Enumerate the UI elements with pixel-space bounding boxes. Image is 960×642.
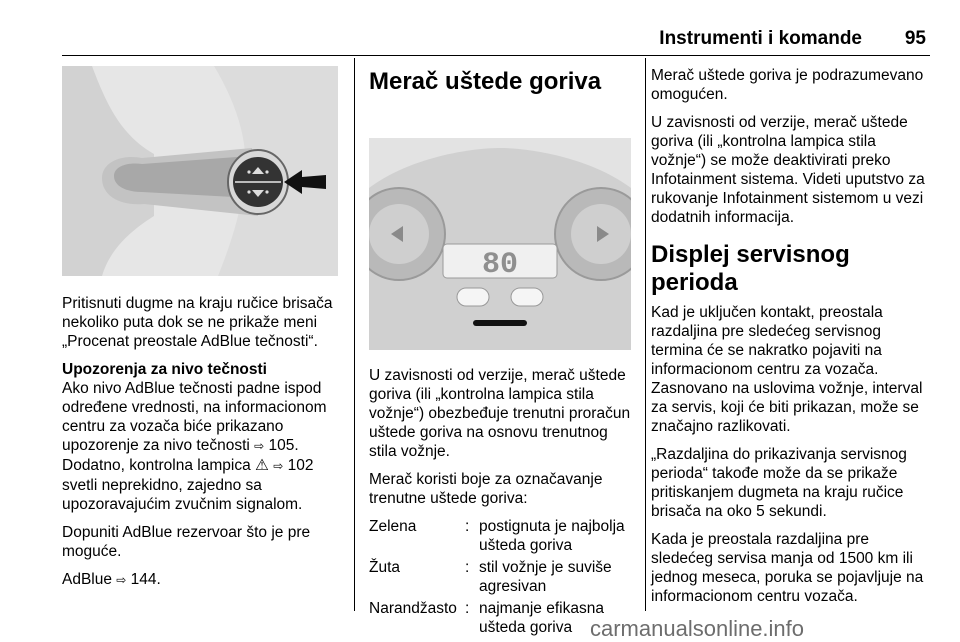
column-divider-right	[645, 58, 646, 611]
paragraph-default-enabled: Merač uštede goriva je podrazumevano omogućen.	[651, 67, 924, 103]
header-rule	[62, 55, 930, 56]
page-reference: 144	[130, 571, 157, 588]
column-2	[369, 58, 637, 640]
paragraph-meter-colors: Merač koristi boje za označavanje trenutne uštede goriva:	[369, 471, 603, 507]
heading-service-display: Displej servisnog perioda	[651, 241, 850, 296]
cross-reference-icon: ⇨	[273, 459, 284, 473]
paragraph-service-button: „Razdaljina do prikazivanja servisnog perioda“ takođe može da se prikaže pritiskanjem dugmeta na kraju ručice brisača na oko 5 sekundi.	[651, 446, 907, 520]
paragraph-adblue-ref: AdBlue ⇨ 144.	[62, 571, 161, 588]
watermark: carmanualsonline.info	[590, 616, 805, 641]
paragraph-meter-description: U zavisnosti od verzije, merač uštede goriva (ili „kontrolna lampica stila vožnje“) obezbeđuje trenutni proračun uštede goriva na osnovu trenutnog stila vožnje.	[369, 367, 631, 460]
table-row: Žuta : stil vožnje je suviše agresivan	[369, 559, 612, 595]
section-title: Instrumenti i komande	[659, 28, 862, 49]
column-3	[651, 58, 931, 615]
paragraph-service-distance: Kad je uključen kontakt, preostala razdaljina pre sledećeg servisnog termina će se nakratko pojaviti na informacionom centru za vozača. Zasnovano na uslovima vožnje, interval za servis, koji će biti prikazan, može se značajno razlikovati.	[651, 304, 923, 435]
page-header	[62, 20, 930, 56]
column-divider-left	[354, 58, 355, 611]
paragraph-refill: Dopuniti AdBlue rezervoar što je pre moguće.	[62, 524, 311, 560]
table-row: Zelena : postignuta je najbolja ušteda goriva	[369, 518, 625, 554]
table-row: Narandžasto : najmanje efikasna ušteda goriva	[369, 600, 604, 636]
paragraph-press-button: Pritisnuti dugme na kraju ručice brisača nekoliko puta dok se ne prikaže meni „Procenat preostale AdBlue tečnosti“.	[62, 295, 333, 350]
heading-fuel-economy-meter: Merač uštede goriva	[369, 68, 602, 95]
adblue-warning-lamp-icon: ⚠	[255, 457, 269, 474]
cross-reference-icon: ⇨	[116, 573, 127, 587]
paragraph-deactivate: U zavisnosti od verzije, merač uštede goriva (ili „kontrolna lampica stila vožnje“) se može deaktivirati preko Infotainment sistema. Videti uputstvo za rukovanje Infotainment sistemom u vezi dodatnih informacija.	[651, 114, 925, 226]
cross-reference-icon: ⇨	[254, 439, 265, 453]
cluster-display-value: 80	[481, 248, 519, 282]
column-1	[62, 58, 344, 599]
paragraph-warning: Ako nivo AdBlue tečnosti padne ispod određene vrednosti, na informacionom centru za vozača biće prikazano upozorenje za nivo tečnosti ⇨ 105. Dodatno, kontrolna lampica ⚠ ⇨ 102 svetli neprekidno, zajedno sa upozoravajućim zvučnim signalom.	[62, 380, 327, 513]
wiper-stalk-illustration	[62, 66, 338, 276]
paragraph-service-message: Kada je preostala razdaljina pre sledećeg servisa manja od 1500 km ili jednog meseca, poruka se pojavljuje na informacionom centru vozača.	[651, 531, 924, 605]
instrument-cluster-illustration	[369, 138, 631, 350]
subheading-level-warnings: Upozorenja za nivo tečnosti	[62, 361, 267, 378]
page-number: 95	[904, 28, 926, 49]
page-reference: 105	[268, 437, 295, 454]
